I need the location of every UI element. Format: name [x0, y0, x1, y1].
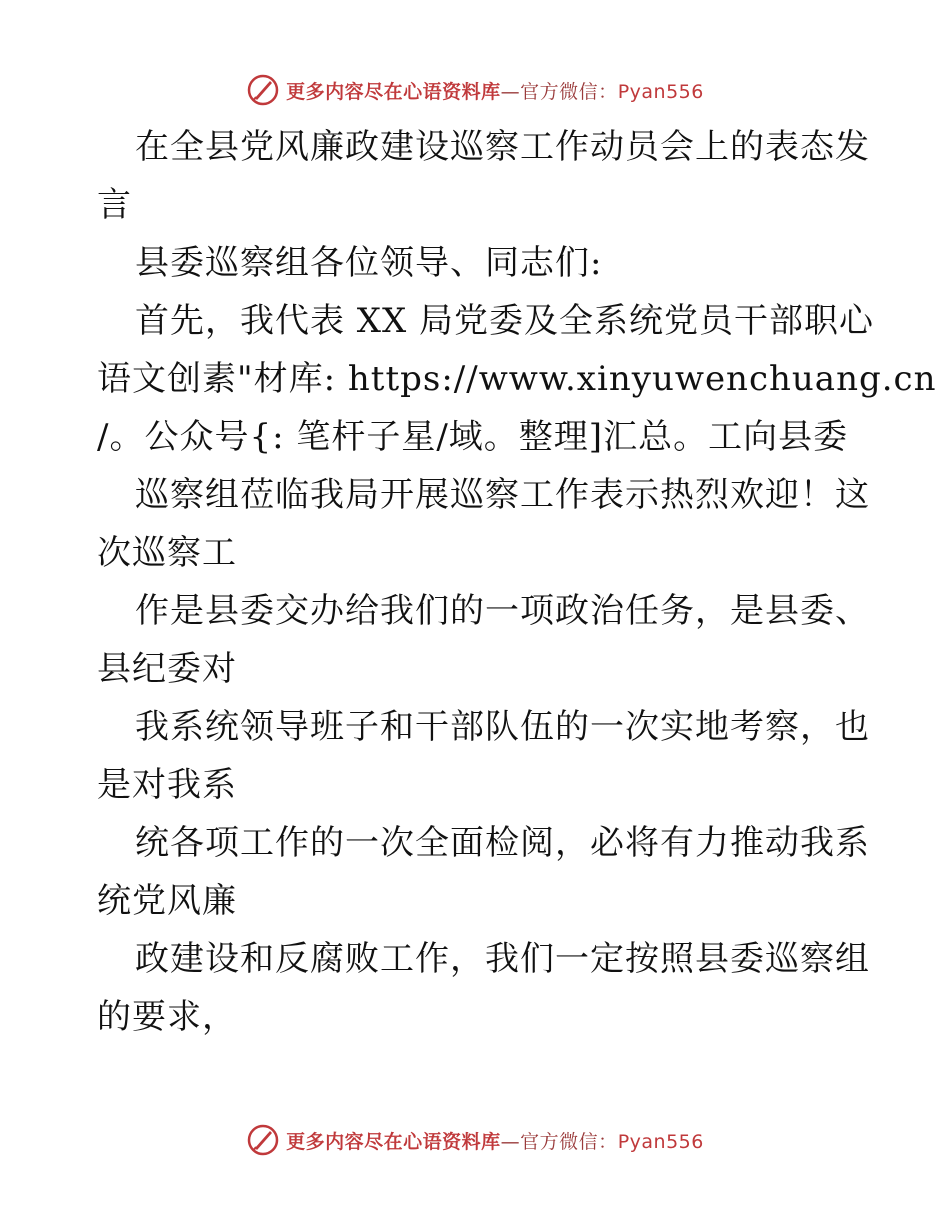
title-line-1: 在全县党风廉政建设巡察工作动员会上的表态发 — [135, 127, 870, 167]
paragraph-line: 首先，我代表 XX 局党委及全系统党员干部职心 — [135, 301, 875, 341]
paragraph-line: 语文创素"材库: https://www.xinyuwenchuang.cn — [97, 359, 937, 399]
footer-wechat-id: Pyan556 — [617, 1130, 704, 1153]
paragraph-line: /。公众号{: 笔杆子星/域。整理]汇总。工向县委 — [97, 417, 849, 457]
quill-logo-icon — [246, 73, 280, 107]
header-wechat-label: —官方微信： — [500, 80, 618, 103]
paragraph-line: 是对我系 — [97, 765, 237, 805]
paragraph-line: 的要求， — [97, 997, 237, 1037]
salutation-line: 县委巡察组各位领导、同志们: — [135, 243, 603, 283]
paragraph-line: 作是县委交办给我们的一项政治任务，是县委、 — [135, 591, 870, 631]
title-line-2: 言 — [97, 185, 132, 225]
document-body — [97, 118, 937, 1046]
paragraph-line: 巡察组莅临我局开展巡察工作表示热烈欢迎！这 — [135, 475, 870, 515]
footer-site-name: 更多内容尽在心语资料库 — [286, 1130, 501, 1153]
paragraph-line: 统党风廉 — [97, 881, 237, 921]
footer-banner-text — [286, 1127, 704, 1154]
footer-wechat-label: —官方微信： — [500, 1130, 618, 1153]
paragraph-line: 县纪委对 — [97, 649, 237, 689]
header-wechat-id: Pyan556 — [617, 80, 704, 103]
footer-banner — [0, 1120, 950, 1160]
header-site-name: 更多内容尽在心语资料库 — [286, 80, 501, 103]
paragraph-line: 我系统领导班子和干部队伍的一次实地考察，也 — [135, 707, 870, 747]
header-banner — [0, 70, 950, 110]
quill-logo-icon — [246, 1123, 280, 1157]
paragraph-line: 政建设和反腐败工作，我们一定按照县委巡察组 — [135, 939, 870, 979]
paragraph-line: 次巡察工 — [97, 533, 237, 573]
paragraph-line: 统各项工作的一次全面检阅，必将有力推动我系 — [135, 823, 870, 863]
header-banner-text — [286, 77, 704, 104]
